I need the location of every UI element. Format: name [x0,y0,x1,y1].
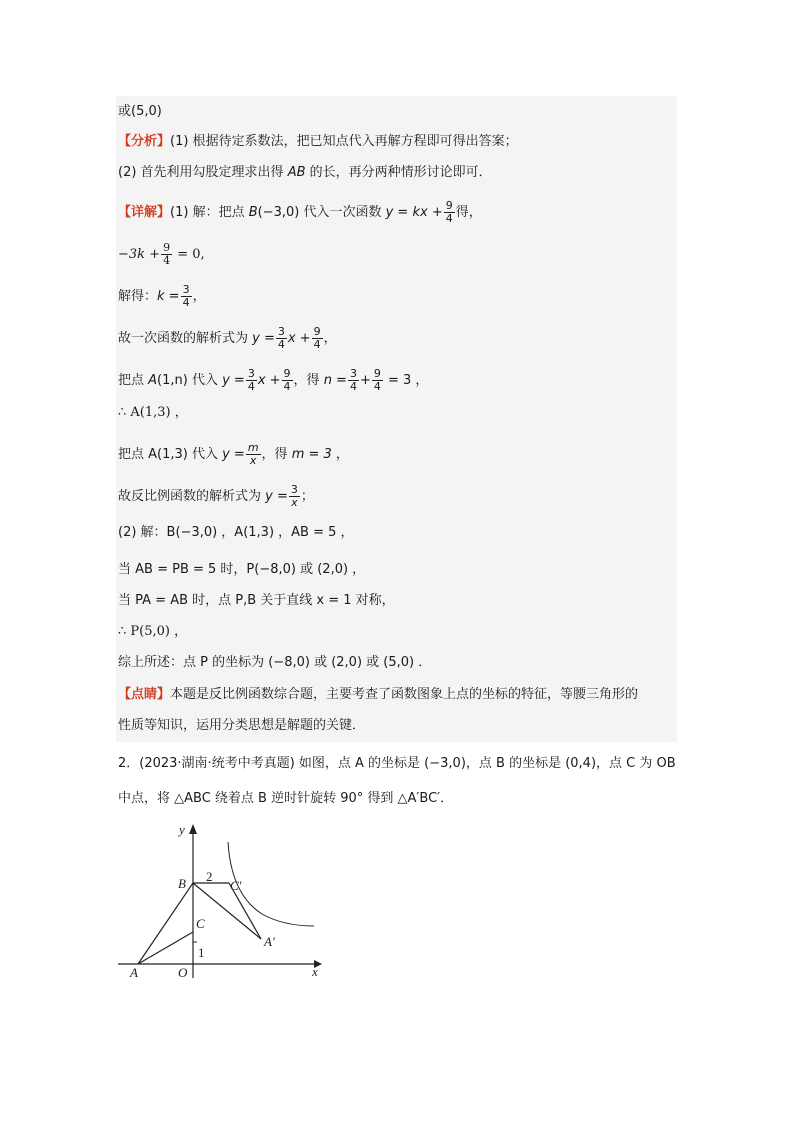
substitute-m: 把点 A(1,3) 代入 y = $\frac{m}{x}$ ，得 m = 3 ， [118,441,349,467]
inverse-function: 故反比例函数的解析式为 y = $\frac{3}{x}$ ； [118,483,314,509]
fraction-3-4: $\frac{3}{4}$ [277,325,285,351]
comment-line-1: 【点睛】本题是反比例函数综合题，主要考查了函数图象上点的坐标的特征，等腰三角形的 [118,687,639,702]
part-2: (2) 解：B(−3,0) ，A(1,3) ，AB = 5 ， [118,525,354,540]
substitute-A: 把点 A(1,n) 代入 y = $\frac{3}{4}$ x + $\frac{9}{4}$ ，得 n = $\frac{3}{4}$ + $\frac{9}{4}$ = 3 ， [118,367,429,393]
y-axis-arrow [189,824,197,834]
label-y: y [179,822,185,837]
linear-function: 故一次函数的解析式为 y = $\frac{3}{4}$ x + $\frac{9}{4}$ ， [118,325,337,351]
detail-line-1: 【详解】(1) 解：把点 B(−3,0) 代入一次函数 y = kx + $\frac{9}{4}$ 得， [118,199,482,225]
analysis-line-1: 【分析】(1) 根据待定系数法，把已知点代入再解方程即可得出答案； [118,134,518,149]
detail-tag: 【详解】 [118,205,171,220]
label-1: 1 [198,945,205,960]
fraction-9-4: $\frac{9}{4}$ [163,241,171,267]
label-x: x [312,964,318,979]
line-or-5-0: 或(5,0) [118,104,162,119]
fraction-m-x: $\frac{m}{x}$ [247,441,259,467]
solve-k: 解得：k = $\frac{3}{4}$ ， [118,283,206,309]
case-1: 当 AB = PB = 5 时，P(−8,0) 或 (2,0) ， [118,562,366,577]
analysis-tag: 【分析】 [118,134,171,149]
comment-line-2: 性质等知识，运用分类思想是解题的关键． [118,718,366,733]
label-C: C [196,916,205,931]
fraction-9-4: $\frac{9}{4}$ [373,367,381,393]
segment-AB [138,883,193,964]
fraction-3-4: $\frac{3}{4}$ [349,367,357,393]
label-A-prime: A′ [264,934,275,949]
label-C-prime: C′ [230,878,242,893]
solution-block [116,96,677,742]
equation-1: −3k + $\frac{9}{4}$ = 0, [118,241,205,267]
therefore-P: ∴ P(5,0) ， [118,624,188,639]
label-B: B [178,876,186,891]
therefore-A: ∴ A(1,3) ， [118,405,188,420]
fraction-9-4: $\frac{9}{4}$ [445,199,453,225]
label-O: O [178,965,188,980]
problem-line-2: 中点，将 △ABC 绕着点 B 逆时针旋转 90° 得到 △A′BC′． [118,791,454,806]
fraction-3-4: $\frac{3}{4}$ [247,367,255,393]
summary: 综上所述：点 P 的坐标为 (−8,0) 或 (2,0) 或 (5,0) ． [118,655,432,670]
fraction-3-4: $\frac{3}{4}$ [182,283,190,309]
analysis-line-2: (2) 首先利用勾股定理求出得 AB 的长，再分两种情形讨论即可． [118,165,492,180]
problem-line-1: 2．(2023·湖南·统考中考真题) 如图，点 A 的坐标是 (−3,0)，点 B 的坐标是 (0,4)，点 C 为 OB [118,756,676,771]
coordinate-diagram [118,820,328,980]
segment-AC [138,932,193,964]
fraction-9-4: $\frac{9}{4}$ [283,367,291,393]
fraction-3-x: $\frac{3}{x}$ [290,483,298,509]
fraction-9-4: $\frac{9}{4}$ [313,325,321,351]
label-A: A [130,965,138,980]
label-2: 2 [206,869,213,884]
comment-tag: 【点睛】 [118,687,171,702]
case-2: 当 PA = AB 时，点 P,B 关于直线 x = 1 对称， [118,593,395,608]
